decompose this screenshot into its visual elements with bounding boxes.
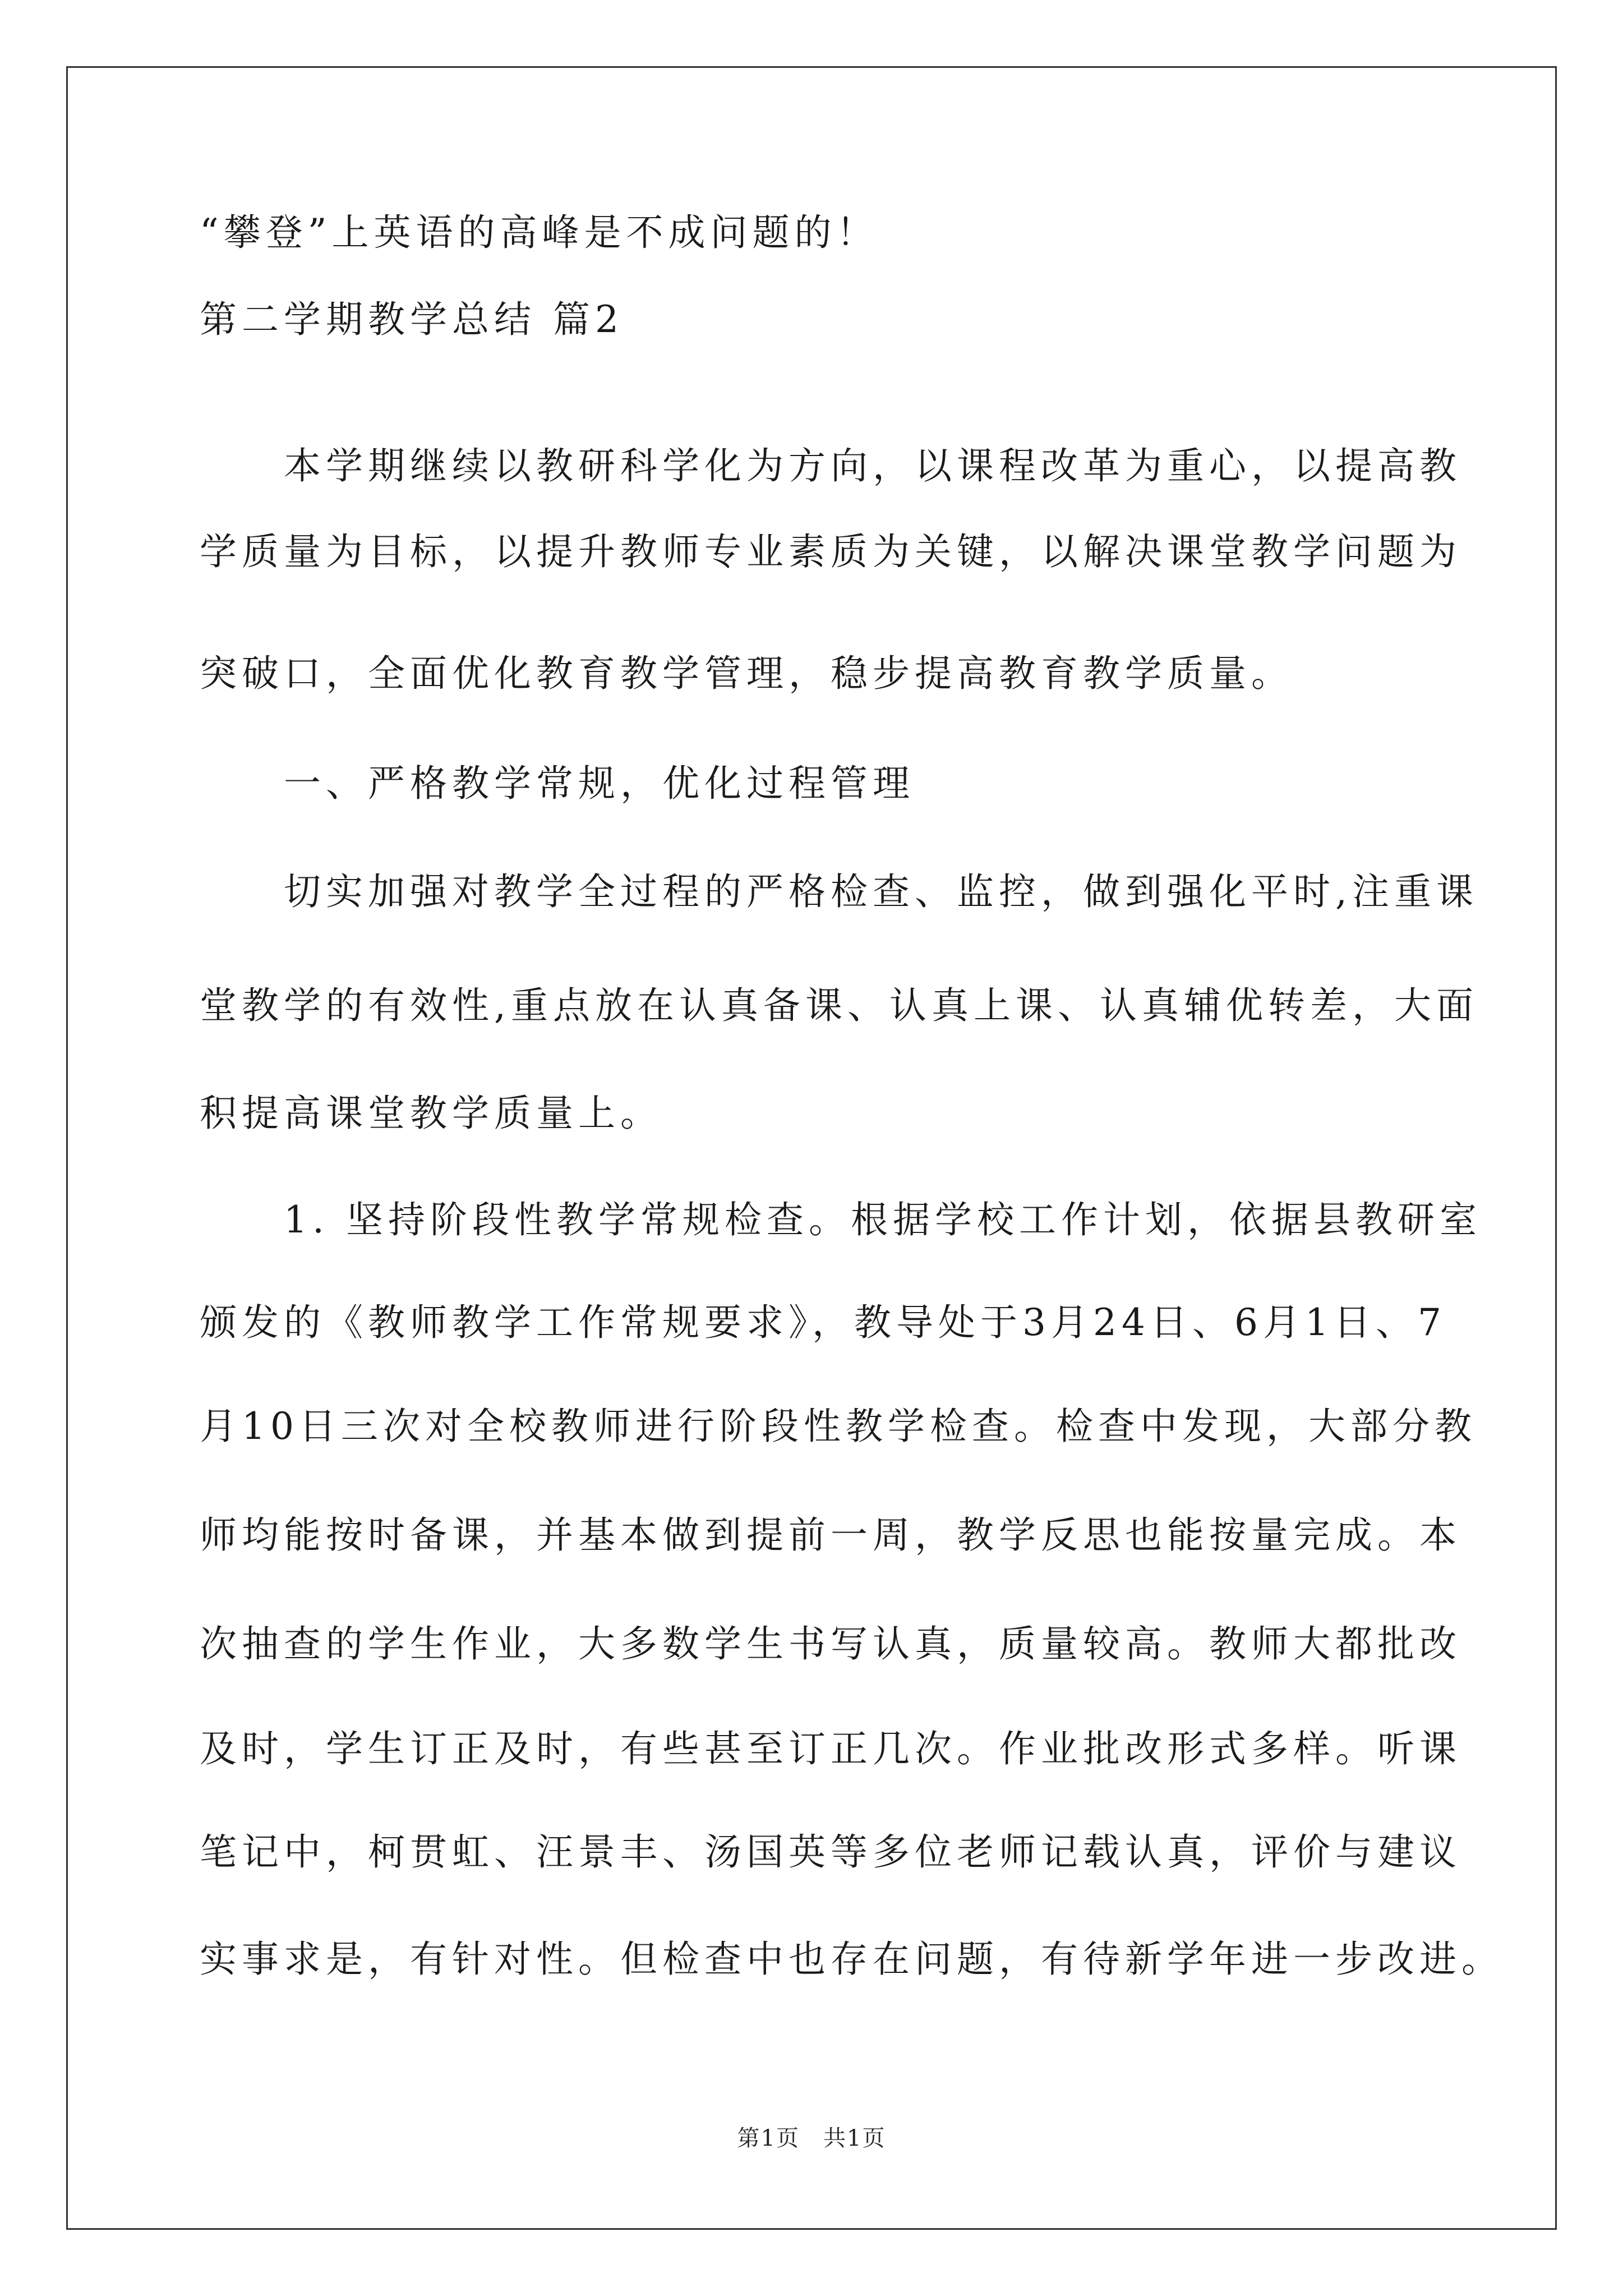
text-line: “攀登”上英语的高峰是不成问题的！ [200, 211, 879, 254]
text-line: 实事求是，有针对性。但检查中也存在问题，有待新学年进一步改进。 [200, 1938, 1504, 1981]
text-line: 本学期继续以教研科学化为方向，以课程改革为重心，以提高教 [200, 444, 1461, 487]
text-line: 次抽查的学生作业，大多数学生书写认真，质量较高。教师大都批改 [200, 1622, 1461, 1665]
text-line: 突破口，全面优化教育教学管理，稳步提高教育教学质量。 [200, 652, 1293, 695]
section-heading: 第二学期教学总结 篇2 [200, 298, 624, 341]
subsection-heading: 一、严格教学常规，优化过程管理 [200, 762, 915, 805]
text-line: 颁发的《教师教学工作常规要求》，教导处于3月24日、6月1日、7 [200, 1301, 1446, 1344]
text-line: 及时，学生订正及时，有些甚至订正几次。作业批改形式多样。听课 [200, 1727, 1461, 1770]
text-line: 堂教学的有效性,重点放在认真备课、认真上课、认真辅优转差，大面 [200, 984, 1478, 1027]
text-line: 切实加强对教学全过程的严格检查、监控，做到强化平时,注重课 [200, 870, 1478, 913]
text-line: 学质量为目标，以提升教师专业素质为关键，以解决课堂教学问题为 [200, 530, 1461, 573]
page-number: 第1页 共1页 [737, 2125, 886, 2151]
text-line: 1. 坚持阶段性教学常规检查。根据学校工作计划，依据县教研室 [200, 1198, 1482, 1241]
text-line: 笔记中，柯贯虹、汪景丰、汤国英等多位老师记载认真，评价与建议 [200, 1830, 1461, 1874]
page-border [66, 66, 1557, 2230]
text-line: 月10日三次对全校教师进行阶段性教学检查。检查中发现，大部分教 [200, 1405, 1477, 1448]
text-line: 积提高课堂教学质量上。 [200, 1092, 662, 1135]
text-line: 师均能按时备课，并基本做到提前一周，教学反思也能按量完成。本 [200, 1513, 1461, 1557]
